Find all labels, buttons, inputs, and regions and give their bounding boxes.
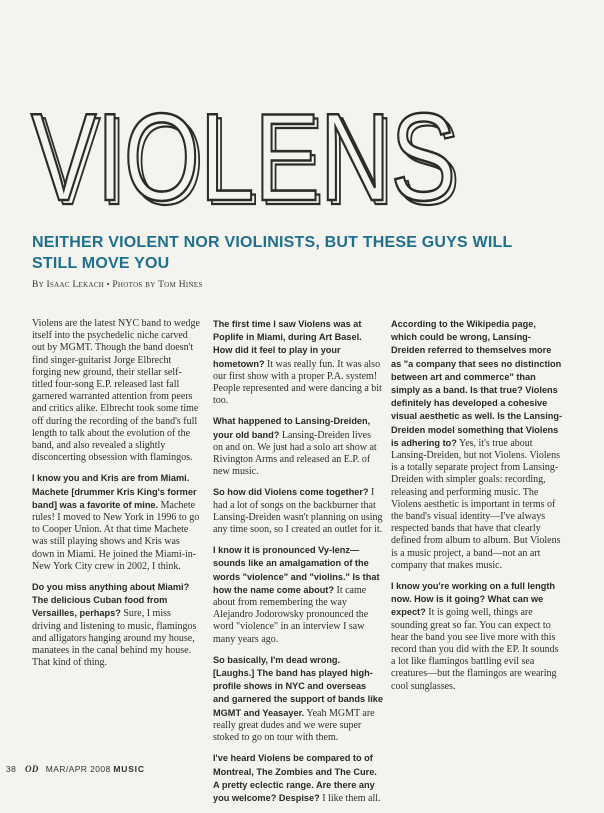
answer: Sure, I miss driving and listening to music, flamingos and alligators hanging around my house, manatees in the canal behind my house. That kind of thing. [32, 608, 197, 669]
qa-block [32, 472, 200, 573]
answer: It came about from remembering the way Alejandro Jodorowsky pronounced the word "violence" in an interview I saw many years ago. [213, 584, 369, 645]
answer: It is going well, things are sounding great so far. You can expect to hear the band you see live more with this record than you did with the EP. It sounds a lot like flamingos battling evil sea creatures—but the flamingos are wearing cool sunglasses. [391, 607, 559, 692]
magazine-logo [25, 764, 42, 774]
question: So how did Violens come together? [213, 487, 369, 498]
question: According to the Wikipedia page, which could be wrong, Lansing-Dreiden referred to themselves more as "a company that sees no distinction between art and commerce" than simply as a band. Is that true? Violens definitely has developed a cohesive visual aesthetic as well. Is the Lansing-Dreiden model something that Violens is adhering to? [391, 319, 563, 448]
title-text: VIOLENS [31, 100, 456, 210]
article-subtitle: NEITHER VIOLENT NOR VIOLINISTS, BUT THESE GUYS WILL STILL MOVE YOU [32, 234, 513, 272]
answer: Lansing-Dreiden lives on and on. We just had a solo art show at Rivington Arms and released an E.P. of new music. [213, 429, 377, 478]
page-footer [6, 764, 145, 774]
byline [32, 279, 203, 290]
qa-block [213, 486, 383, 536]
qa-block [213, 318, 383, 407]
byline-photographer: Tom Hines [158, 280, 203, 290]
answer: Yes, it's true about Lansing-Dreiden, but not Violens. Violens is a totally separate project from Lansing-Dreiden with simpler goals: recording, releasing and performing music. The Violens aesthetic is important in terms of the band's visual identity—I've always respected bands that have that clearly defined from album to album. But Violens is a music project, a band—not an art company that makes music. [391, 437, 561, 571]
question: I know you and Kris are from Miami. Machete [drummer Kris King's former band] was a favorite of mine. [32, 473, 197, 510]
byline-separator: • [106, 279, 110, 289]
question: What happened to Lansing-Dreiden, your old band? [213, 416, 371, 440]
qa-block [32, 581, 200, 669]
answer: Machete rules! I moved to New York in 1996 to go to Cooper Union. At that time Machete was still playing shows and Kris was down in Miami. He joined the Miami-in-New York City crew in 2002, I think. [32, 499, 200, 572]
question: I know you're working on a full length now. How is it going? What can we expect? [391, 581, 555, 618]
answer: I had a lot of songs on the backburner that Lansing-Dreiden wasn't planning on using any time soon, so I created an outlet for it. [213, 487, 383, 536]
qa-block [213, 544, 383, 646]
question: I've heard Violens be compared to of Montreal, The Zombies and The Cure. A pretty eclectic range. Are there any you welcome? Despise? [213, 753, 377, 803]
answer: Yeah MGMT are really great dudes and we were super stoked to go on tour with them. [213, 707, 375, 744]
qa-block [213, 654, 383, 744]
byline-author: Isaac Lekach [46, 280, 105, 290]
question: The first time I saw Violens was at Poplife in Miami, during Art Basel. How did it feel to play in your hometown? [213, 319, 362, 369]
svg-text:OD: OD [25, 764, 39, 773]
article-title [28, 100, 468, 210]
answer: It was really fun. It was also our first show with a proper P.A. system! People represented and were dancing a bit too. [213, 358, 382, 407]
qa-block [391, 318, 563, 572]
question: Do you miss anything about Miami? The delicious Cuban food from Versailles, perhaps? [32, 582, 190, 619]
section-name: MUSIC [113, 764, 145, 774]
qa-block [213, 415, 383, 478]
title-shadow: VIOLENS [35, 100, 460, 210]
issue-date: MAR/APR 2008 [45, 764, 111, 774]
question: So basically, I'm dead wrong. [Laughs.] The band has played high-profile shows in NYC and overseas and garnered the support of bands like MGMT and Yeasayer. [213, 654, 383, 718]
column-3 [391, 318, 563, 701]
qa-block [213, 752, 383, 805]
title-graphic [28, 100, 468, 210]
qa-block [391, 580, 563, 693]
byline-photos: Photos by [112, 280, 156, 290]
page-number: 38 [6, 764, 17, 774]
byline-by: By [32, 280, 44, 290]
column-1 [32, 318, 200, 677]
intro-paragraph: Violens are the latest NYC band to wedge itself into the psychedelic niche carved out by MGMT. Though the band doesn't find singer-guitarist Jorge Elbrecht forging new ground, their stellar self-titled four-song E.P. released last fall garnered warranted attention from peers and critics alike. Elbrecht took some time off during the recording of the band's full length to talk about the evolution of the band, and also revealed a slightly disconcerting obsession with flamingos. [32, 318, 200, 464]
answer: I like them all. [319, 792, 381, 804]
ocean-drive-logo-icon [25, 764, 39, 773]
question: I know it is pronounced Vy-lenz—sounds like an amalgamation of the words "violence" and "violins." Is that how the name come about? [213, 545, 380, 595]
column-2 [213, 318, 383, 813]
